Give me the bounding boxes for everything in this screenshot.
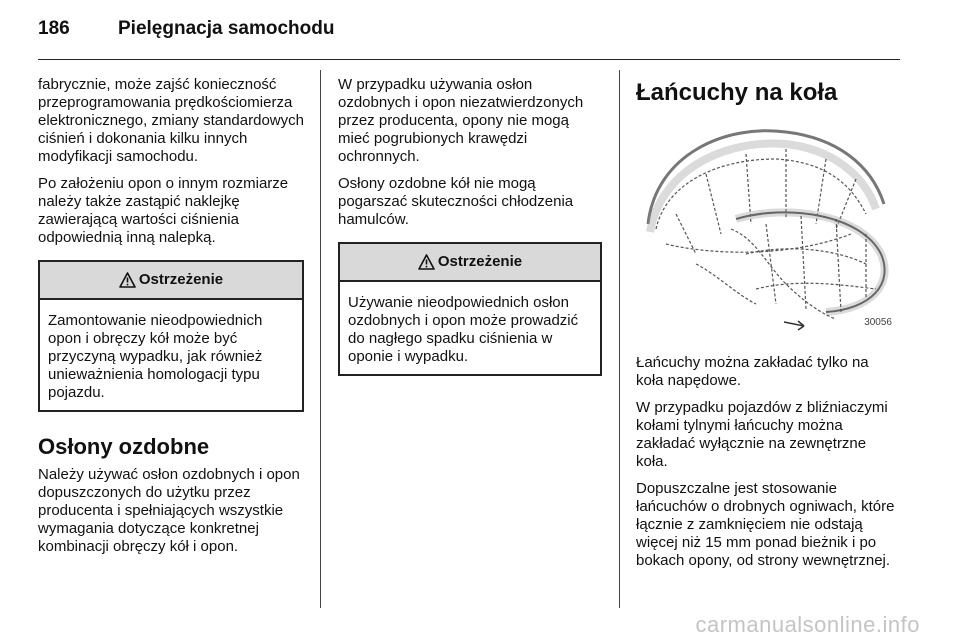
warning-title: Ostrzeżenie (138, 271, 224, 288)
warning-box (338, 242, 602, 376)
warning-body: Zamontowanie nieodpowiednich opon i obręczy kół może być przyczyną wypadku, jak również unieważnienia homologacji typu pojazdu. (48, 312, 263, 401)
column-3 (636, 76, 900, 579)
warning-triangle-icon (119, 272, 136, 288)
column-divider-1 (320, 70, 321, 608)
paragraph: W przypadku używania osłon ozdobnych i opon niezatwierdzonych przez producenta, opony nie mogą mieć pogrubionych krawędzi ochronnych. (338, 76, 584, 165)
section-title: Łańcuchy na koła (636, 79, 838, 106)
paragraph: Należy używać osłon ozdobnych i opon dopuszczonych do użytku przez producenta i spełniających wszystkie wymagania dotyczące konkretnej kombinacji obręczy kół i opon. (38, 466, 300, 555)
paragraph: Osłony ozdobne kół nie mogą pogarszać skuteczności chłodzenia hamulców. (338, 175, 574, 228)
snow-chains-drawing (636, 114, 898, 332)
figure-code: 30056 (864, 317, 892, 328)
column-divider-2 (619, 70, 620, 608)
warning-body: Używanie nieodpowiednich osłon ozdobnych i opon może prowadzić do nagłego spadku ciśnienia w oponie i wypadku. (348, 294, 579, 365)
header-rule (38, 59, 900, 60)
warning-triangle-icon (418, 254, 435, 270)
watermark: carmanualsonline.info (695, 612, 920, 637)
column-2 (338, 76, 602, 398)
warning-header (40, 262, 302, 300)
paragraph: W przypadku pojazdów z bliźniaczymi kołami tylnymi łańcuchy można zakładać wyłącznie na zewnętrzne koła. (636, 399, 888, 470)
page-header (38, 18, 900, 58)
snow-chains-illustration (636, 114, 898, 332)
section-title: Osłony ozdobne (38, 434, 210, 459)
warning-box (38, 260, 304, 412)
warning-title: Ostrzeżenie (437, 253, 523, 270)
paragraph: Dopuszczalne jest stosowanie łańcuchów o drobnych ogniwach, które łącznie z zamknięciem nie odstają więcej niż 15 mm ponad bieżnik i po bokach opony, od strony wewnętrznej. (636, 480, 895, 569)
chapter-title: Pielęgnacja samochodu (118, 18, 335, 39)
paragraph: fabrycznie, może zajść konieczność przeprogramowania prędkościomierza elektronicznego, zmiany standardowych ciśnień i dokonania kilku innych modyfikacji samochodu. (38, 76, 304, 165)
page-number: 186 (38, 18, 70, 39)
warning-header (340, 244, 600, 282)
column-1 (38, 76, 304, 565)
paragraph: Łańcuchy można zakładać tylko na koła napędowe. (636, 354, 869, 389)
paragraph: Po założeniu opon o innym rozmiarze należy także zastąpić naklejkę zawierającą wartości ciśnienia odpowiednią inną nalepką. (38, 175, 289, 246)
